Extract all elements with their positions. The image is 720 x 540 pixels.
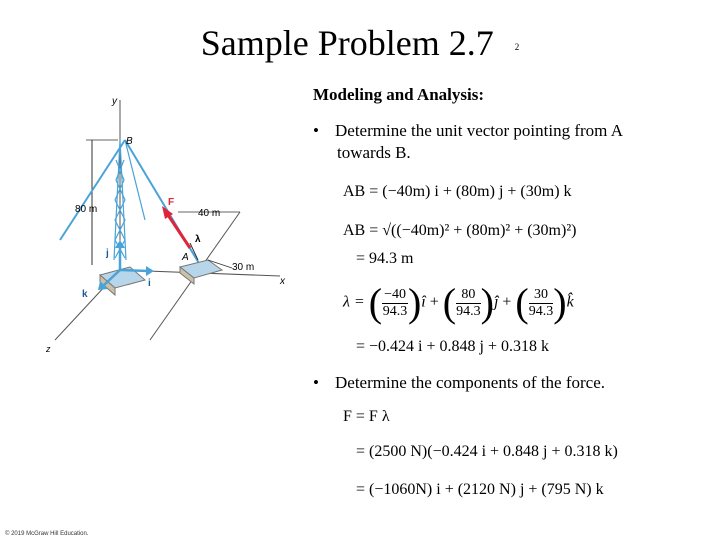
eq-f-definition: F = F λ <box>343 408 390 425</box>
eq-ab-value: = 94.3 m <box>356 250 414 267</box>
lambda-frac-1: $\frac{-40}{94.3}$ <box>382 286 408 319</box>
eq-ab-vector: AB = (−40m) i + (80m) j + (30m) k <box>343 183 572 200</box>
bullet1-line1: Determine the unit vector pointing from A <box>335 121 623 140</box>
slide-title <box>0 22 720 64</box>
label-y: y <box>112 96 117 107</box>
label-i: i <box>148 278 151 289</box>
slide-title-text: Sample Problem 2.7 <box>200 23 494 63</box>
label-k: k <box>82 289 88 300</box>
eq-ab-magnitude: AB = √((−40m)² + (80m)² + (30m)²) <box>343 222 577 239</box>
label-A: A <box>182 252 189 263</box>
bullet1-line2: towards B. <box>337 143 411 162</box>
slide-number: 2 <box>514 41 520 52</box>
label-j: j <box>106 248 109 259</box>
eq-lambda-value: = −0.424 i + 0.848 j + 0.318 k <box>356 338 549 355</box>
label-F: F <box>168 197 175 208</box>
subheading: Modeling and Analysis: <box>313 85 484 104</box>
bullet-force-components <box>313 372 605 394</box>
label-30m: 30 m <box>232 262 255 273</box>
label-80m: 80 m <box>75 204 98 215</box>
bullet-unit-vector <box>313 120 623 164</box>
label-x: x <box>280 276 285 287</box>
eq-lambda: λ = ( $\frac{-40}{94.3}$ )î + ( $\frac{80}{94.3}$ )ĵ + ( $\frac{30}{94.3}$ )k̂ <box>343 280 574 325</box>
bullet2-text: Determine the components of the force. <box>335 373 606 392</box>
lambda-frac-2: $\frac{80}{94.3}$ <box>456 286 481 319</box>
lambda-frac-3: $\frac{30}{94.3}$ <box>528 286 554 319</box>
bullet-dot: • <box>313 121 319 140</box>
label-z: z <box>46 344 51 354</box>
eq-f-line2: = (−1060N) i + (2120 N) j + (795 N) k <box>356 481 604 498</box>
copyright-footer: © 2019 McGraw Hill Education. <box>5 531 89 537</box>
lambda-lhs: λ = <box>343 293 365 311</box>
eq-f-line1: = (2500 N)(−0.424 i + 0.848 j + 0.318 k) <box>356 443 618 460</box>
label-lambda: λ <box>195 234 201 245</box>
bullet-dot: • <box>313 373 319 392</box>
tower-diagram <box>0 90 300 390</box>
label-40m: 40 m <box>198 208 221 219</box>
label-B: B <box>126 136 133 147</box>
